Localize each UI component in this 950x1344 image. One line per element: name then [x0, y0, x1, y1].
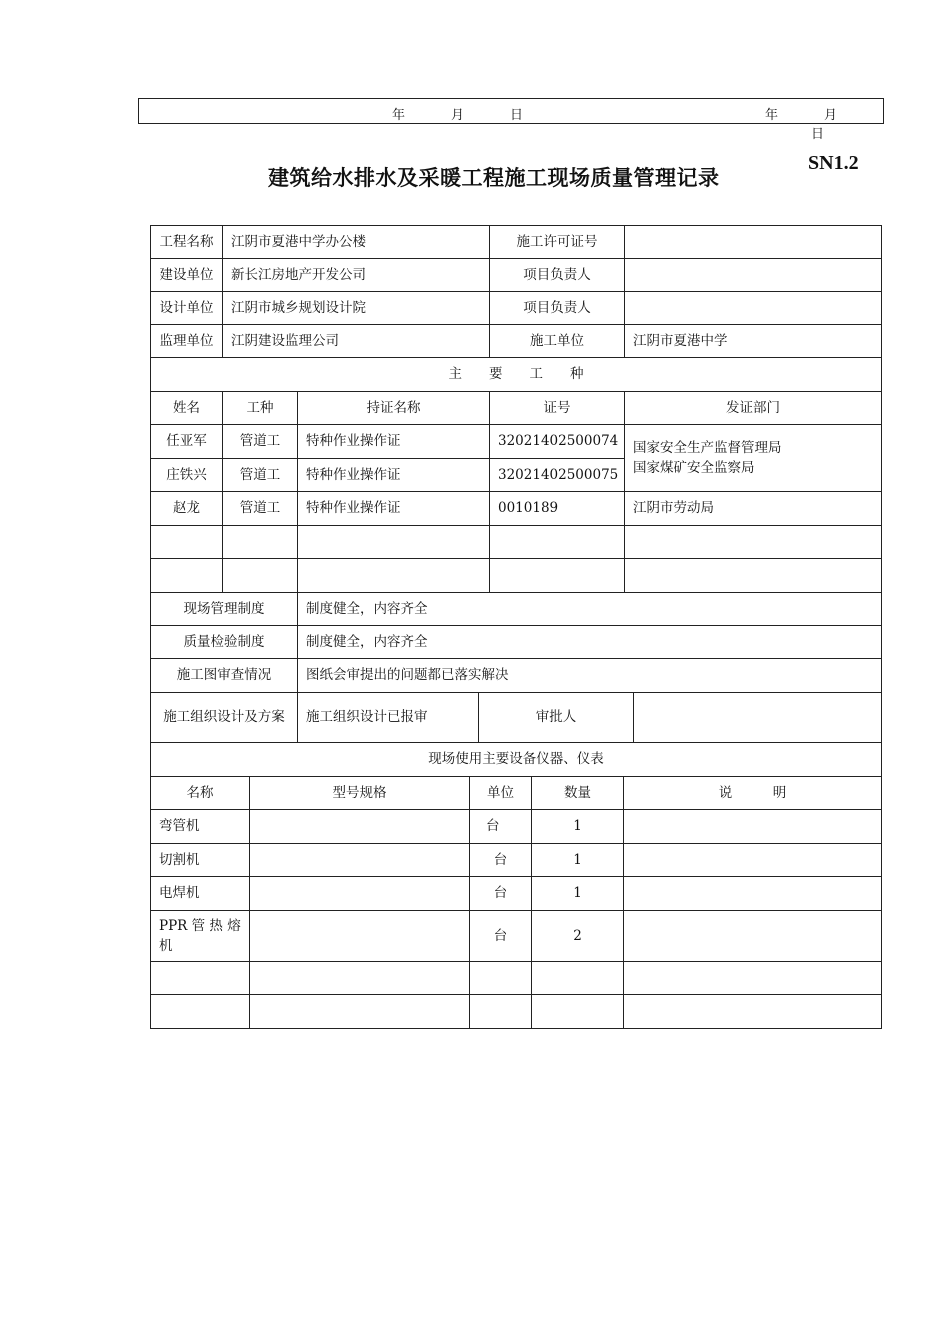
right-date — [765, 104, 883, 142]
org-design-row — [298, 693, 881, 742]
empty-cell — [490, 526, 625, 559]
equip-spec — [250, 877, 470, 911]
qc-label: 质量检验制度 — [151, 626, 298, 659]
empty-cell — [250, 995, 470, 1029]
table-row — [151, 392, 882, 425]
year-label: 年 — [765, 108, 779, 123]
table-row — [151, 593, 882, 626]
org-design-label: 施工组织设计及方案 — [151, 693, 298, 743]
equip-unit: 台 — [470, 911, 532, 962]
month-label: 月 — [824, 108, 838, 123]
equip-unit: 台 — [470, 877, 532, 911]
site-mgmt-label: 现场管理制度 — [151, 593, 298, 626]
equip-spec — [250, 911, 470, 962]
header-issuer: 发证部门 — [625, 392, 882, 425]
empty-cell — [470, 995, 532, 1029]
empty-cell — [470, 962, 532, 995]
approver-value — [634, 693, 881, 742]
worker-cert: 特种作业操作证 — [298, 459, 490, 492]
table-row — [151, 559, 882, 593]
table-row — [151, 226, 882, 259]
worker-trade: 管道工 — [223, 492, 298, 526]
table-row — [151, 877, 882, 911]
owner-pm-label: 项目负责人 — [490, 259, 625, 292]
table-row — [151, 626, 882, 659]
day-label: 日 — [510, 108, 524, 123]
table-row — [151, 810, 882, 844]
empty-cell — [223, 526, 298, 559]
issuer-line: 国家安全生产监督管理局 — [633, 439, 782, 456]
empty-cell — [298, 559, 490, 593]
equip-qty: 1 — [532, 810, 624, 844]
equipment-section-title: 现场使用主要设备仪器、仪表 — [151, 743, 882, 777]
drawing-review-label: 施工图审查情况 — [151, 659, 298, 693]
equip-note — [624, 911, 882, 962]
header-qty: 数量 — [532, 777, 624, 810]
drawing-review-value: 图纸会审提出的问题都已落实解决 — [298, 659, 882, 693]
issuer-line: 国家煤矿安全监察局 — [633, 460, 755, 476]
equip-note — [624, 877, 882, 911]
designer-value: 江阴市城乡规划设计院 — [223, 292, 490, 325]
month-label: 月 — [451, 108, 465, 123]
table-row — [151, 526, 882, 559]
org-design-value: 施工组织设计已报审 — [298, 693, 479, 742]
header-name: 姓名 — [151, 392, 223, 425]
header-spec: 型号规格 — [250, 777, 470, 810]
equip-qty: 2 — [532, 911, 624, 962]
worker-cert: 特种作业操作证 — [298, 492, 490, 526]
designer-pm-label: 项目负责人 — [490, 292, 625, 325]
table-row — [151, 492, 882, 526]
empty-cell — [298, 526, 490, 559]
empty-cell — [532, 962, 624, 995]
empty-cell — [250, 962, 470, 995]
table-row — [151, 693, 882, 743]
equip-note — [624, 844, 882, 877]
empty-cell — [625, 526, 882, 559]
worker-name: 赵龙 — [151, 492, 223, 526]
supervisor-value: 江阴建设监理公司 — [223, 325, 490, 358]
shared-issuer — [625, 425, 882, 492]
table-row — [151, 325, 882, 358]
designer-label: 设计单位 — [151, 292, 223, 325]
year-label: 年 — [392, 108, 406, 123]
contractor-label: 施工单位 — [490, 325, 625, 358]
equip-unit: 台 — [470, 844, 532, 877]
empty-cell — [532, 995, 624, 1029]
worker-issuer: 江阴市劳动局 — [625, 492, 882, 526]
table-row — [151, 911, 882, 962]
empty-cell — [490, 559, 625, 593]
equip-note — [624, 810, 882, 844]
permit-label: 施工许可证号 — [490, 226, 625, 259]
project-name-value: 江阴市夏港中学办公楼 — [223, 226, 490, 259]
worker-trade: 管道工 — [223, 459, 298, 492]
trades-section-title: 主 要 工 种 — [151, 358, 882, 392]
form-code: SN1.2 — [808, 152, 859, 174]
empty-cell — [624, 995, 882, 1029]
document-title: 建筑给水排水及采暖工程施工现场质量管理记录 — [268, 166, 720, 190]
site-mgmt-value: 制度健全，内容齐全 — [298, 593, 882, 626]
equip-name: 切割机 — [151, 844, 250, 877]
worker-cert-no: 32021402500075 — [490, 459, 625, 492]
table-row — [151, 995, 882, 1029]
empty-cell — [624, 962, 882, 995]
project-name-label: 工程名称 — [151, 226, 223, 259]
owner-label: 建设单位 — [151, 259, 223, 292]
header-unit: 单位 — [470, 777, 532, 810]
equip-qty: 1 — [532, 844, 624, 877]
worker-cert: 特种作业操作证 — [298, 425, 490, 459]
empty-cell — [151, 962, 250, 995]
owner-pm-value — [625, 259, 882, 292]
org-design-group — [298, 693, 882, 743]
table-row — [151, 777, 882, 810]
empty-cell — [151, 526, 223, 559]
table-row — [151, 844, 882, 877]
equip-qty: 1 — [532, 877, 624, 911]
contractor-value: 江阴市夏港中学 — [625, 325, 882, 358]
owner-value: 新长江房地产开发公司 — [223, 259, 490, 292]
empty-cell — [151, 995, 250, 1029]
header-equip-name: 名称 — [151, 777, 250, 810]
header-trade: 工种 — [223, 392, 298, 425]
worker-cert-no: 32021402500074 — [490, 425, 625, 459]
table-row — [151, 962, 882, 995]
empty-cell — [151, 559, 223, 593]
equip-spec — [250, 844, 470, 877]
empty-cell — [625, 559, 882, 593]
table-row — [151, 425, 882, 459]
table-row — [151, 358, 882, 392]
worker-trade: 管道工 — [223, 425, 298, 459]
approver-label: 审批人 — [479, 693, 634, 742]
designer-pm-value — [625, 292, 882, 325]
equip-name: 电焊机 — [151, 877, 250, 911]
worker-name: 庄铁兴 — [151, 459, 223, 492]
permit-value — [625, 226, 882, 259]
header-note: 说 明 — [624, 777, 882, 810]
header-cert: 持证名称 — [298, 392, 490, 425]
equip-unit: 台 — [470, 810, 532, 844]
date-bar — [138, 98, 884, 142]
header-cert-no: 证号 — [490, 392, 625, 425]
empty-cell — [223, 559, 298, 593]
left-date — [392, 104, 523, 123]
table-row — [151, 292, 882, 325]
table-row — [151, 743, 882, 777]
qc-value: 制度健全，内容齐全 — [298, 626, 882, 659]
supervisor-label: 监理单位 — [151, 325, 223, 358]
equip-name: 弯管机 — [151, 810, 250, 844]
day-label: 日 — [811, 127, 825, 142]
equipment-table — [150, 776, 882, 1029]
table-row — [151, 259, 882, 292]
equip-name: PPR 管 热 熔 机 — [151, 911, 250, 962]
equip-spec — [250, 810, 470, 844]
worker-name: 任亚军 — [151, 425, 223, 459]
worker-cert-no: 0010189 — [490, 492, 625, 526]
table-row — [151, 659, 882, 693]
quality-management-table — [150, 225, 882, 777]
